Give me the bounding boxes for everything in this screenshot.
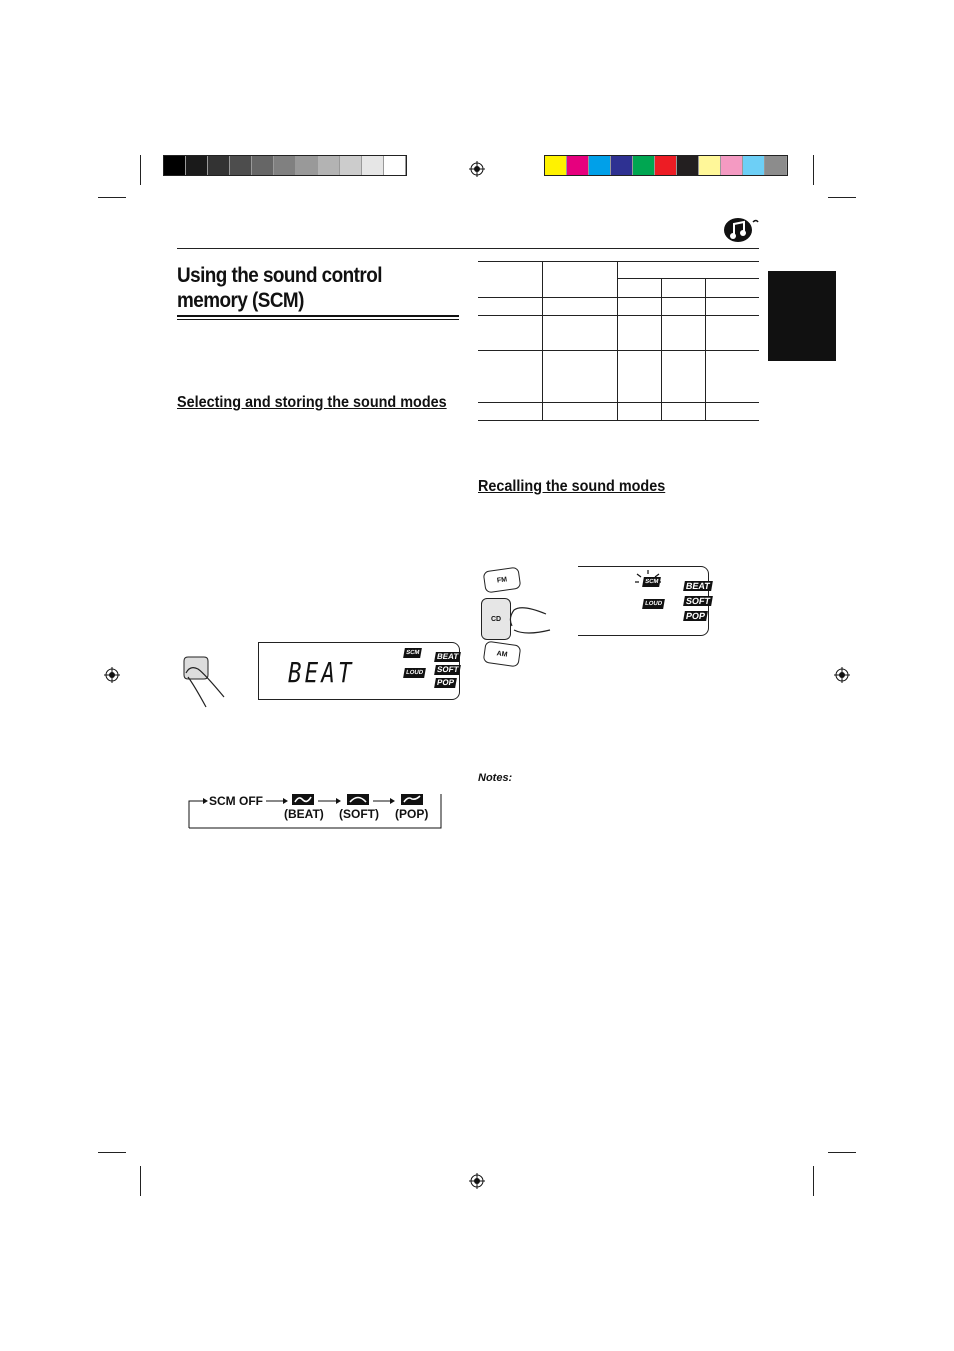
crop-mark [828,1152,856,1153]
flow-step-pop: (POP) [395,807,429,821]
color-swatch [208,156,230,175]
color-swatch [164,156,186,175]
finger-press-icon [506,596,552,641]
color-swatch [589,156,611,175]
finger-press-icon [180,655,228,710]
registration-mark-icon [469,161,485,177]
language-tab [768,271,836,361]
color-swatch [362,156,384,175]
crop-mark [140,1166,141,1196]
flow-start-scm-off: SCM OFF [209,794,263,808]
color-swatch [186,156,208,175]
gray-swatch-bar [163,155,407,176]
mode-label-soft: SOFT [685,596,711,606]
color-swatch [677,156,699,175]
color-swatch [252,156,274,175]
color-swatch [655,156,677,175]
crop-mark [98,1152,126,1153]
music-note-icon [722,212,760,244]
color-swatch [743,156,765,175]
registration-mark-icon [469,1173,485,1189]
mode-label-pop: POP [685,611,706,621]
title-rule [177,319,459,320]
lcd-text: BEAT [288,656,355,689]
registration-mark-icon [104,667,120,683]
am-button[interactable]: AM [483,641,522,668]
color-swatch [611,156,633,175]
section-heading-recalling: Recalling the sound modes [478,478,666,495]
color-swatch [384,156,406,175]
crop-mark [813,155,814,185]
section-heading-selecting: Selecting and storing the sound modes [177,394,447,411]
fm-button[interactable]: FM [483,567,522,594]
cd-button[interactable]: CD [481,598,511,640]
title-rule [177,315,459,317]
scm-indicator: SCM [642,577,661,587]
color-swatch [318,156,340,175]
notes-label: Notes: [478,772,513,784]
color-swatch [296,156,318,175]
color-swatch [274,156,296,175]
mode-label-beat: BEAT [434,652,461,662]
color-swatch [721,156,743,175]
color-swatch [699,156,721,175]
crop-mark [828,197,856,198]
flow-step-beat: (BEAT) [284,807,324,821]
color-swatch [633,156,655,175]
scm-indicator: SCM [403,648,422,658]
color-swatch [340,156,362,175]
color-swatch-bar [544,155,788,176]
crop-mark [98,197,126,198]
color-swatch [765,156,787,175]
page-title: Using the sound control memory (SCM) [177,264,382,312]
flow-step-soft: (SOFT) [339,807,379,821]
mode-label-soft: SOFT [434,665,461,675]
loud-indicator: LOUD [403,668,426,678]
loud-indicator: LOUD [642,599,665,609]
color-swatch [545,156,567,175]
header-rule [177,248,759,249]
crop-mark [813,1166,814,1196]
color-swatch [567,156,589,175]
mode-label-pop: POP [434,678,457,688]
registration-mark-icon [834,667,850,683]
mode-label-beat: BEAT [685,581,711,591]
color-swatch [230,156,252,175]
crop-mark [140,155,141,185]
